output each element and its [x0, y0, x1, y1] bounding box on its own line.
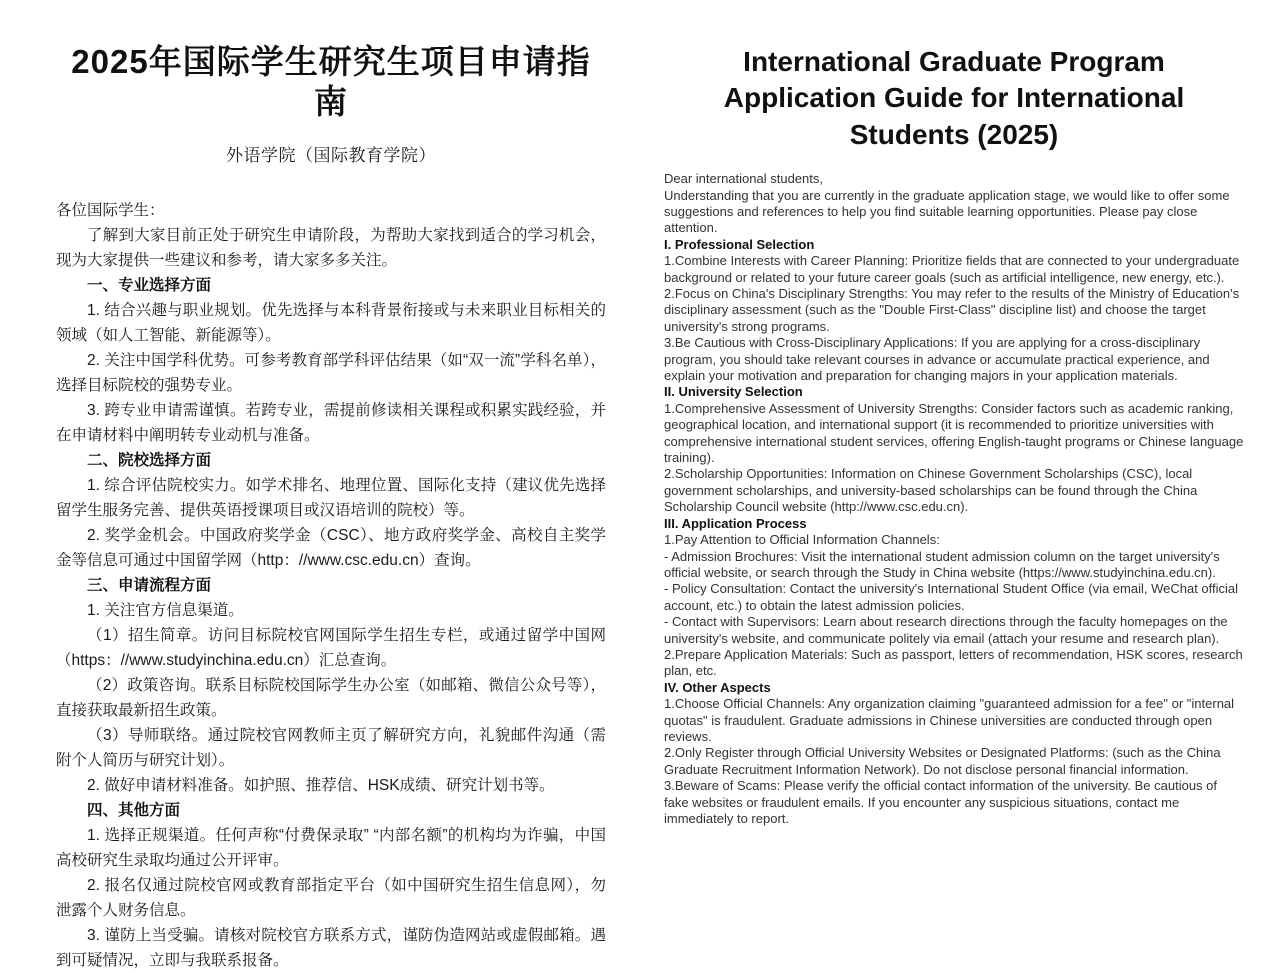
paragraph: 1. 结合兴趣与职业规划。优先选择与本科背景衔接或与未来职业目标相关的领域（如人工智能、新能源等）。: [56, 302, 606, 345]
paragraph: 1.Pay Attention to Official Information Channels:: [664, 532, 940, 548]
paragraph: Dear international students,: [664, 171, 823, 187]
english-document-title: International Graduate Program Application Guide for International Students (2025): [723, 46, 1185, 150]
paragraph: 2. 报名仅通过院校官网或教育部指定平台（如中国研究生招生信息网），勿泄露个人财务信息。: [56, 877, 606, 920]
paragraph: 3.Beware of Scams: Please verify the official contact information of the university. Be cautious of fake websites or fraudulent emails. If you encounter any suspicious situations, contact me immediately to report.: [664, 778, 1218, 827]
paragraph: 2.Only Register through Official University Websites or Designated Platforms: (such as the China Graduate Recruitment Information Network). Do not disclose personal financial information.: [664, 745, 1221, 777]
paragraph: 3. 跨专业申请需谨慎。若跨专业，需提前修读相关课程或积累实践经验，并在申请材料中阐明转专业动机与准备。: [56, 402, 606, 445]
section-heading: III. Application Process: [664, 515, 807, 531]
paragraph: 3.Be Cautious with Cross-Disciplinary Applications: If you are applying for a cross-disciplinary program, you should take relevant courses in advance or accumulate practical experience, and explain your motivation and preparation for changing majors in your application materials.: [664, 335, 1210, 384]
paragraph: 1. 关注官方信息渠道。: [87, 602, 244, 620]
paragraph: Understanding that you are currently in the graduate application stage, we would like to offer some suggestions and references to help you find suitable learning opportunities. Please pay close attention.: [664, 187, 1230, 236]
paragraph: （3）导师联络。通过院校官网教师主页了解研究方向，礼貌邮件沟通（需附个人简历与研究计划）。: [56, 727, 606, 770]
paragraph: 了解到大家目前正处于研究生申请阶段，为帮助大家找到适合的学习机会，现为大家提供一些建议和参考，请大家多多关注。: [56, 227, 606, 270]
paragraph: 2. 奖学金机会。中国政府奖学金（CSC）、地方政府奖学金、高校自主奖学金等信息可通过中国留学网（http：//www.csc.edu.cn）查询。: [56, 527, 606, 570]
paragraph: 2.Scholarship Opportunities: Information on Chinese Government Scholarships (CSC), local government scholarships, and university-based scholarships can be found through the China Scholarship Council website (http://www.csc.edu.cn).: [664, 466, 1198, 515]
paragraph: 1.Combine Interests with Career Planning: Prioritize fields that are connected to your undergraduate background or related to your future career goals (such as artificial intelligence, new energy, etc.).: [664, 253, 1240, 285]
paragraph: 2. 关注中国学科优势。可参考教育部学科评估结果（如“双一流”学科名单），选择目标院校的强势专业。: [56, 352, 606, 395]
paragraph: - Contact with Supervisors: Learn about research directions through the faculty homepages on the university's website, and communicate politely via email (attach your resume and research plan).: [664, 614, 1228, 646]
chinese-document-title: 2025年国际学生研究生项目申请指南: [71, 43, 591, 120]
paragraph: 2.Focus on China's Disciplinary Strengths: You may refer to the results of the Ministry of Education's disciplinary assessment (such as the "Double First-Class" discipline list) and choose the target university's strong programs.: [664, 286, 1240, 334]
paragraph: （2）政策咨询。联系目标院校国际学生办公室（如邮箱、微信公众号等），直接获取最新招生政策。: [56, 677, 606, 720]
paragraph: 1. 选择正规渠道。任何声称“付费保录取” “内部名额”的机构均为诈骗，中国高校研究生录取均通过公开评审。: [56, 827, 606, 870]
section-heading: IV. Other Aspects: [664, 679, 771, 695]
english-column: [634, 0, 1268, 897]
section-heading: 一、专业选择方面: [87, 277, 212, 295]
paragraph: 1. 综合评估院校实力。如学术排名、地理位置、国际化支持（建议优先选择留学生服务完善、提供英语授课项目或汉语培训的院校）等。: [56, 477, 606, 520]
paragraph: - Admission Brochures: Visit the international student admission column on the target university's official website, or search through the Study in China website (https://www.studyinchina.edu.cn).: [664, 548, 1220, 580]
paragraph: 1.Choose Official Channels: Any organization claiming "guaranteed admission for a fee" or "internal quotas" is fraudulent. Graduate admissions in Chinese universities are conducted through open reviews.: [664, 696, 1235, 744]
chinese-document-subtitle: 外语学院（国际教育学院）: [226, 146, 436, 166]
chinese-column: [0, 0, 634, 970]
paragraph: 3. 谨防上当受骗。请核对院校官方联系方式，谨防伪造网站或虚假邮箱。遇到可疑情况，立即与我联系报备。: [56, 927, 606, 970]
section-heading: 四、其他方面: [87, 802, 181, 820]
paragraph: 2. 做好申请材料准备。如护照、推荐信、HSK成绩、研究计划书等。: [87, 777, 555, 795]
section-heading: 二、院校选择方面: [87, 452, 212, 470]
paragraph: （1）招生简章。访问目标院校官网国际学生招生专栏，或通过留学中国网（https：//www.studyinchina.edu.cn）汇总查询。: [56, 627, 606, 670]
chinese-body-text: [56, 198, 606, 973]
section-heading: II. University Selection: [664, 384, 803, 400]
section-heading: I. Professional Selection: [664, 236, 815, 252]
paragraph: 各位国际学生：: [56, 202, 165, 220]
paragraph: - Policy Consultation: Contact the university's International Student Office (via email, WeChat official account, etc.) to obtain the latest admission policies.: [664, 581, 1239, 613]
paragraph: 1.Comprehensive Assessment of University Strengths: Consider factors such as academic ranking, geographical location, and international support (it is recommended to prioritize universities with comprehensive international student services, offering English-taught programs or Chinese language training).: [664, 400, 1244, 466]
paragraph: 2.Prepare Application Materials: Such as passport, letters of recommendation, HSK scores, research plan, etc.: [664, 646, 1243, 679]
english-body-text: [664, 171, 1244, 827]
section-heading: 三、申请流程方面: [87, 577, 212, 595]
